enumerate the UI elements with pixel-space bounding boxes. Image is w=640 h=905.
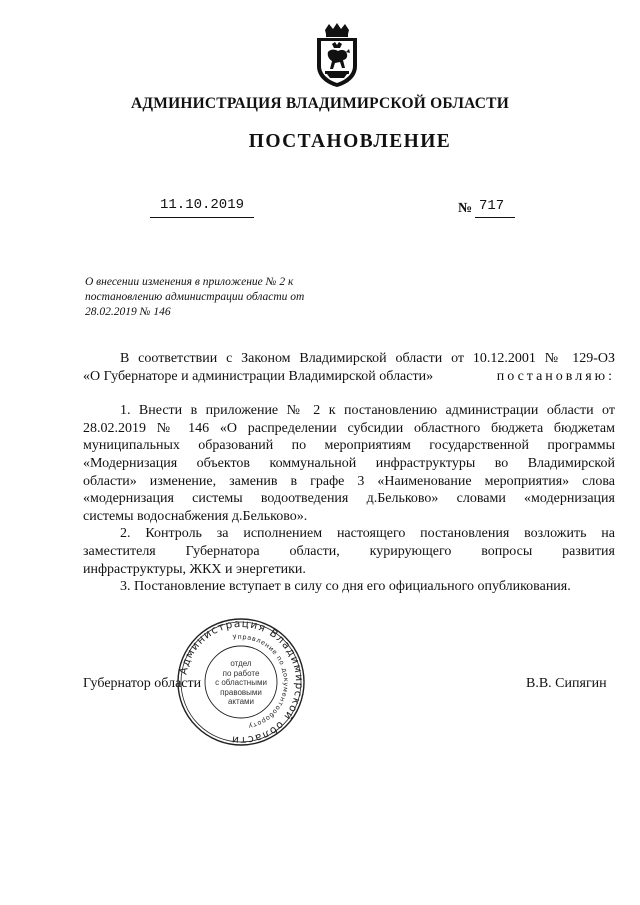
- stamp-outer-text: Администрация Владимирской области: [177, 617, 306, 747]
- item1-line: системы водоснабжения д.Бельково».: [83, 508, 308, 524]
- signatory-position: Губернатор области: [83, 676, 202, 691]
- number-underline: [475, 217, 515, 218]
- signatory-name: В.В. Сипягин: [526, 676, 607, 691]
- item2-line: инфраструктуры, ЖКХ и энергетики.: [83, 561, 306, 577]
- preamble-line: [83, 368, 615, 386]
- subject-line: О внесении изменения в приложение № 2 к: [85, 276, 294, 288]
- stamp-center-line: по работе: [222, 668, 260, 678]
- document-subject: [85, 275, 375, 320]
- subject-line: 28.02.2019 № 146: [85, 306, 171, 318]
- item2-line: 2. Контроль за исполнением настоящего постановления возложить на: [120, 526, 615, 542]
- decree-word: постановляю:: [496, 368, 615, 384]
- stamp-center-line: актами: [227, 697, 255, 706]
- subject-line: постановлению администрации области от: [85, 291, 305, 303]
- preamble-text: «О Губернаторе и администрации Владимирской области»: [83, 368, 434, 384]
- item1-line: 1. Внести в приложение № 2 к постановлению администрации области от: [120, 403, 615, 419]
- paragraph-spacer: [83, 385, 615, 402]
- coat-of-arms-icon: [312, 22, 362, 88]
- item1-line: муниципальных образований по мероприятиям государственной программы: [83, 438, 615, 454]
- date-underline: [150, 217, 254, 218]
- item1-line: области» изменение, заменив в графе 3 «Наименование мероприятия» слова: [83, 473, 615, 489]
- document-type-title: ПОСТАНОВЛЕНИЕ: [248, 131, 452, 152]
- number-sign: №: [458, 201, 473, 216]
- document-number: 717: [479, 198, 505, 214]
- stamp-center-line: правовыми: [220, 687, 262, 697]
- organization-title: АДМИНИСТРАЦИЯ ВЛАДИМИРСКОЙ ОБЛАСТИ: [131, 95, 509, 112]
- preamble-line: В соответствии с Законом Владимирской области от 10.12.2001 № 129-ОЗ: [120, 351, 615, 366]
- document-body: [83, 350, 615, 596]
- stamp-center-text: [196, 659, 286, 707]
- document-date: 11.10.2019: [160, 197, 245, 213]
- item1-line: 28.02.2019 № 146 «О распределении субсидии областного бюджета бюджетам: [83, 420, 615, 436]
- item1-line: «модернизация системы водоотведения д.Бельково» словами «модернизация: [83, 491, 615, 507]
- item2-line: заместителя Губернатора области, курирующего вопросы развития: [83, 543, 615, 559]
- item1-line: «Модернизация объектов коммунальной инфраструктуры во Владимирской: [83, 455, 615, 471]
- stamp-center-line: отдел: [230, 659, 252, 668]
- item3-line: 3. Постановление вступает в силу со дня его официального опубликования.: [120, 579, 571, 595]
- stamp-middle-text: Управление по документообороту: [232, 632, 291, 731]
- stamp-center-line: с областными: [215, 678, 267, 687]
